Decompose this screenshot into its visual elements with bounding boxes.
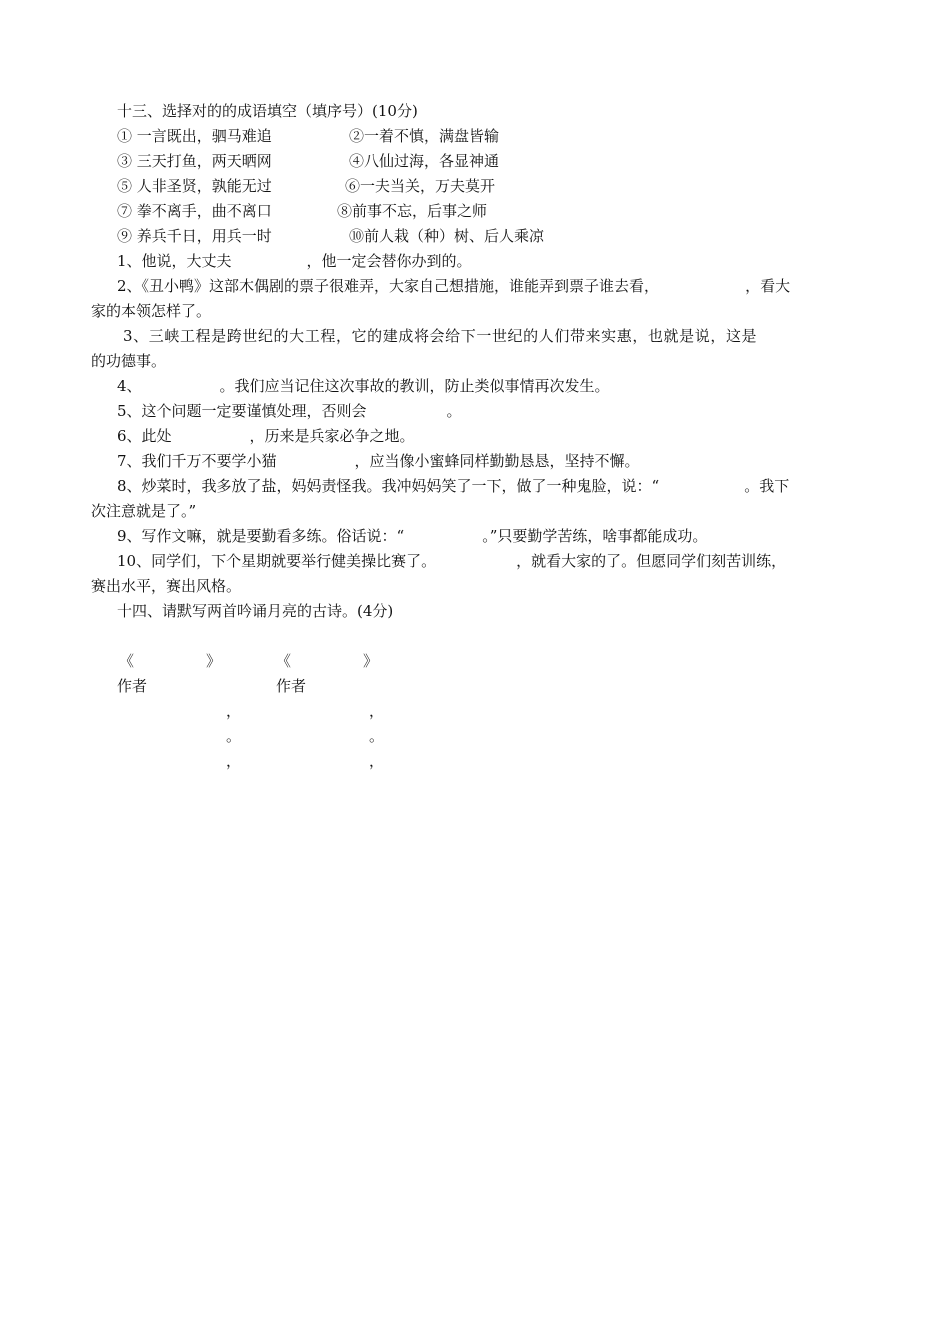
idiom-option: ③ 三天打鱼，两天晒网 bbox=[117, 152, 272, 170]
question-text: 。我下 bbox=[744, 477, 790, 495]
poem-2-line-2-period: 。 bbox=[369, 727, 385, 745]
question-text: 6、此处 bbox=[117, 427, 172, 445]
poem-2-line-1-comma: ， bbox=[369, 702, 385, 720]
idiom-option: ④八仙过海，各显神通 bbox=[349, 152, 500, 170]
poem-1-line-1-comma: ， bbox=[226, 702, 242, 720]
poem-1-line-2-period: 。 bbox=[226, 727, 242, 745]
question-6 bbox=[117, 426, 415, 446]
poem-1-line-3-comma: ， bbox=[226, 752, 242, 770]
question-text: 1、他说，大丈夫 bbox=[117, 252, 232, 270]
question-text: 10、同学们，下个星期就要举行健美操比赛了。 bbox=[117, 552, 437, 570]
idiom-option: ⑩前人栽（种）树、后人乘凉 bbox=[349, 227, 545, 245]
question-text: 7、我们千万不要学小猫 bbox=[117, 452, 277, 470]
question-text: ，历来是兵家必争之地。 bbox=[249, 427, 415, 445]
poem-1-author-label: 作者 bbox=[117, 677, 148, 695]
idiom-option: ⑨ 养兵千日，用兵一时 bbox=[117, 227, 272, 245]
question-8-continued: 次注意就是了。” bbox=[91, 502, 197, 520]
question-text: 。”只要勤学苦练，啥事都能成功。 bbox=[482, 527, 708, 545]
question-8 bbox=[117, 476, 789, 496]
idiom-option: ⑧前事不忘，后事之师 bbox=[337, 202, 488, 220]
question-text: 。我们应当记住这次事故的教训，防止类似事情再次发生。 bbox=[219, 377, 610, 395]
poem-2-title-open: 《 bbox=[276, 652, 292, 670]
question-text: ，应当像小蜜蜂同样勤勤恳恳，坚持不懈。 bbox=[354, 452, 640, 470]
poem-1-title-close: 》 bbox=[206, 652, 222, 670]
question-9 bbox=[117, 526, 707, 546]
question-text: 8、炒菜时，我多放了盐，妈妈责怪我。我冲妈妈笑了一下，做了一种鬼脸，说：“ bbox=[117, 477, 660, 495]
question-1 bbox=[117, 251, 472, 271]
question-10-continued: 赛出水平，赛出风格。 bbox=[91, 577, 242, 595]
question-10 bbox=[117, 551, 786, 571]
section-13-heading: 十三、选择对的的成语填空（填序号）(10分) bbox=[117, 102, 418, 120]
poem-2-title-close: 》 bbox=[363, 652, 379, 670]
idiom-option: ②一着不慎，满盘皆输 bbox=[349, 127, 500, 145]
idiom-option: ① 一言既出，驷马难追 bbox=[117, 127, 272, 145]
question-3: 3、三峡工程是跨世纪的大工程，它的建成将会给下一世纪的人们带来实惠，也就是说，这是 bbox=[123, 327, 758, 345]
question-text: ，就看大家的了。但愿同学们刻苦训练， bbox=[516, 552, 787, 570]
poem-1-title-open: 《 bbox=[119, 652, 135, 670]
question-text: ，看大 bbox=[745, 277, 791, 295]
question-text: 4、 bbox=[117, 377, 142, 395]
question-text: 5、这个问题一定要谨慎处理，否则会 bbox=[117, 402, 367, 420]
question-text: ，他一定会替你办到的。 bbox=[306, 252, 472, 270]
question-3-continued: 的功德事。 bbox=[91, 352, 167, 370]
section-14-heading: 十四、请默写两首吟诵月亮的古诗。(4分) bbox=[117, 602, 394, 620]
question-2-continued: 家的本领怎样了。 bbox=[91, 302, 212, 320]
idiom-option: ⑤ 人非圣贤，孰能无过 bbox=[117, 177, 272, 195]
question-text: 2、《丑小鸭》这部木偶剧的票子很难弄，大家自己想措施，谁能弄到票子谁去看， bbox=[117, 277, 660, 295]
question-5 bbox=[117, 401, 462, 421]
poem-2-author-label: 作者 bbox=[276, 677, 307, 695]
question-2 bbox=[117, 276, 790, 296]
question-7 bbox=[117, 451, 640, 471]
idiom-option: ⑦ 拳不离手，曲不离口 bbox=[117, 202, 272, 220]
question-text: 。 bbox=[446, 402, 462, 420]
question-text: 9、写作文嘛，就是要勤看多练。俗话说：“ bbox=[117, 527, 405, 545]
poem-2-line-3-comma: ， bbox=[369, 752, 385, 770]
idiom-option: ⑥一夫当关，万夫莫开 bbox=[345, 177, 496, 195]
question-4 bbox=[117, 376, 610, 396]
